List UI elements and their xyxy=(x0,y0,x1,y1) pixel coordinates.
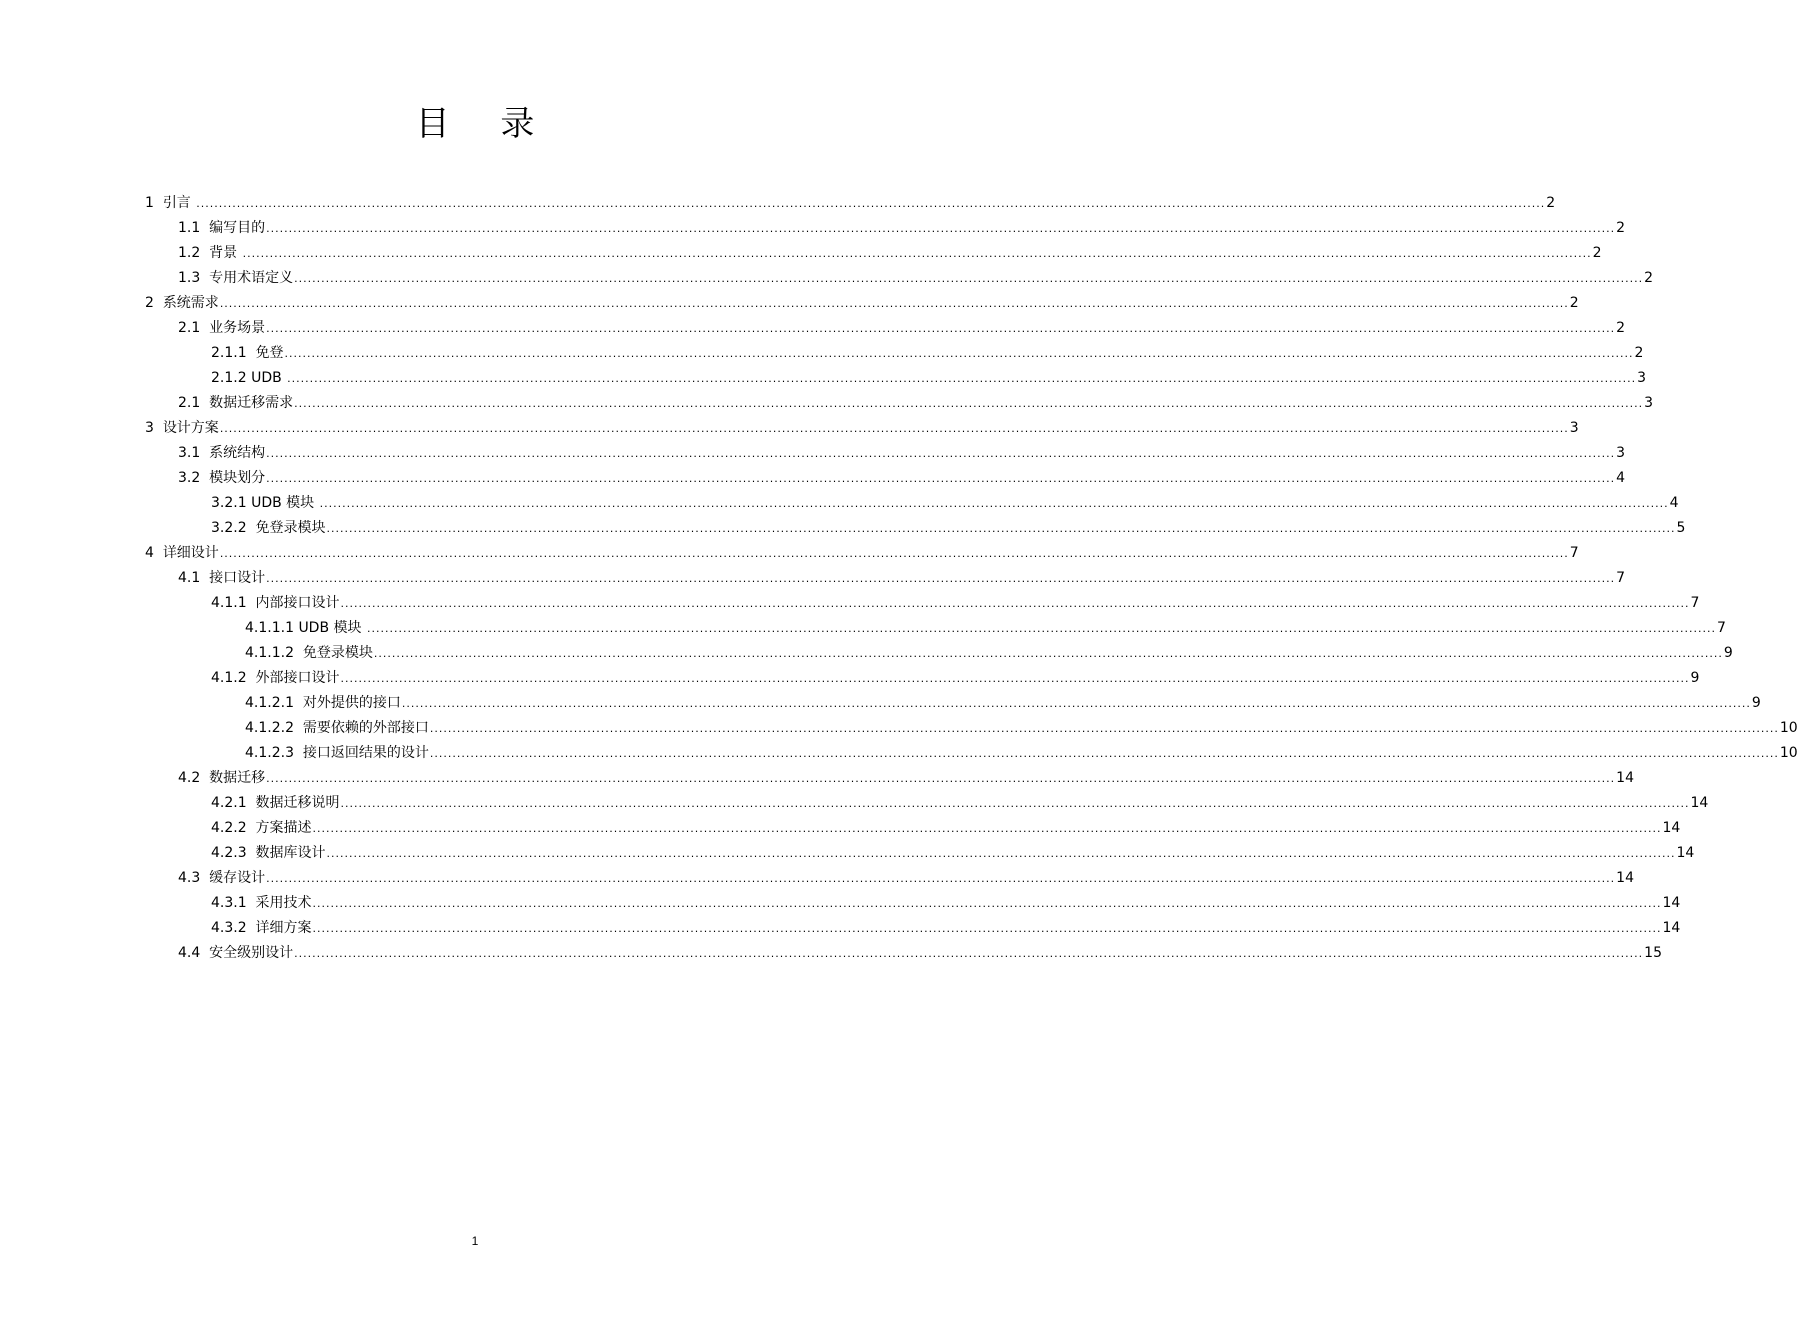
toc-entry-page: 14 xyxy=(1662,895,1681,911)
toc-entry-page: 15 xyxy=(1644,945,1662,961)
toc-entry-number: 4.1.1.1 xyxy=(245,620,299,636)
toc-entry-title: 系统结构 xyxy=(209,445,266,461)
toc-entry-title: 免登录模块 xyxy=(255,520,326,536)
toc-entry-number: 4.3.2 xyxy=(211,920,256,936)
toc-dot-leader: ............................................................................................................................................................................................................................................................................................................ xyxy=(266,472,1616,485)
toc-entry[interactable] xyxy=(0,792,1709,817)
toc-entry-title: 免登录模块 xyxy=(302,645,373,661)
toc-entry[interactable] xyxy=(0,517,1686,542)
toc-entry-page: 9 xyxy=(1751,695,1761,711)
toc-entry-title: 需要依赖的外部接口 xyxy=(302,720,429,736)
toc-entry-title: UDB 模块 xyxy=(251,495,319,511)
toc-entry-page: 10 xyxy=(1779,720,1798,736)
toc-entry[interactable] xyxy=(0,492,1679,517)
toc-entry-title: 系统需求 xyxy=(162,295,219,311)
toc-entry[interactable] xyxy=(0,742,1798,767)
toc-entry[interactable] xyxy=(0,442,1626,467)
toc-entry[interactable] xyxy=(0,767,1634,792)
toc-entry[interactable] xyxy=(0,192,1556,217)
toc-entry-title: 专用术语定义 xyxy=(209,270,294,286)
toc-entry-title: 业务场景 xyxy=(209,320,266,336)
toc-entry-number: 4.3 xyxy=(178,870,210,886)
toc-entry-page: 10 xyxy=(1779,745,1798,761)
toc-entry[interactable] xyxy=(0,317,1626,342)
toc-entry-page: 5 xyxy=(1676,520,1686,536)
toc-entry-number: 3 xyxy=(145,420,163,436)
toc-entry-title: 编写目的 xyxy=(209,220,266,236)
toc-entry[interactable] xyxy=(0,717,1798,742)
toc-entry[interactable] xyxy=(0,592,1700,617)
toc-entry[interactable] xyxy=(0,642,1733,667)
toc-entry-page: 2 xyxy=(1592,245,1602,261)
toc-entry-title: 数据迁移 xyxy=(209,770,266,786)
toc-dot-leader: ............................................................................................................................................................................................................................................................................................................ xyxy=(366,622,1716,635)
toc-dot-leader: ............................................................................................................................................................................................................................................................................................................ xyxy=(326,522,1676,535)
toc-entry[interactable] xyxy=(0,942,1662,967)
toc-entry-title: 方案描述 xyxy=(255,820,312,836)
toc-entry-number: 4.1 xyxy=(178,570,210,586)
toc-entry[interactable] xyxy=(0,842,1695,867)
toc-entry[interactable] xyxy=(0,867,1634,892)
toc-dot-leader: ............................................................................................................................................................................................................................................................................................................ xyxy=(284,347,1634,360)
toc-entry-number: 1 xyxy=(145,195,163,211)
toc-entry-page: 14 xyxy=(1616,870,1634,886)
toc-entry-number: 4.4 xyxy=(178,945,210,961)
toc-entry-title: 模块划分 xyxy=(209,470,266,486)
toc-entry-number: 2.1.1 xyxy=(211,345,256,361)
toc-entry-title: 数据库设计 xyxy=(255,845,326,861)
toc-entry-title: 设计方案 xyxy=(162,420,219,436)
toc-entry[interactable] xyxy=(0,917,1681,942)
toc-entry-title: 背景 xyxy=(209,245,242,261)
toc-entry-page: 9 xyxy=(1723,645,1733,661)
toc-entry[interactable] xyxy=(0,292,1579,317)
toc-entry-title: 内部接口设计 xyxy=(255,595,340,611)
table-of-contents xyxy=(0,192,1798,967)
toc-entry-page: 14 xyxy=(1690,795,1709,811)
toc-dot-leader: ............................................................................................................................................................................................................................................................................................................ xyxy=(340,597,1690,610)
toc-entry-number: 4.1.2.2 xyxy=(245,720,303,736)
toc-entry-number: 4.1.1.2 xyxy=(245,645,303,661)
toc-dot-leader: ............................................................................................................................................................................................................................................................................................................ xyxy=(312,922,1662,935)
toc-dot-leader: ............................................................................................................................................................................................................................................................................................................ xyxy=(196,197,1546,210)
toc-entry[interactable] xyxy=(0,817,1681,842)
toc-entry-page: 9 xyxy=(1690,670,1700,686)
toc-entry-number: 2 xyxy=(145,295,163,311)
toc-entry[interactable] xyxy=(0,467,1626,492)
toc-entry-title: UDB 模块 xyxy=(298,620,366,636)
toc-entry[interactable] xyxy=(0,217,1626,242)
toc-entry-title: 数据迁移说明 xyxy=(255,795,340,811)
toc-dot-leader: ............................................................................................................................................................................................................................................................................................................ xyxy=(266,772,1616,785)
toc-dot-leader: ............................................................................................................................................................................................................................................................................................................ xyxy=(326,847,1676,860)
toc-dot-leader: ............................................................................................................................................................................................................................................................................................................ xyxy=(312,822,1662,835)
toc-entry-title: 接口设计 xyxy=(209,570,266,586)
toc-dot-leader: ............................................................................................................................................................................................................................................................................................................ xyxy=(429,722,1779,735)
toc-dot-leader: ............................................................................................................................................................................................................................................................................................................ xyxy=(266,872,1616,885)
toc-entry[interactable] xyxy=(0,542,1579,567)
toc-entry-page: 2 xyxy=(1644,270,1654,286)
toc-entry-number: 4.1.2.3 xyxy=(245,745,303,761)
toc-entry-page: 14 xyxy=(1676,845,1695,861)
toc-entry[interactable] xyxy=(0,417,1579,442)
toc-entry-number: 3.2 xyxy=(178,470,210,486)
toc-entry-title: 外部接口设计 xyxy=(255,670,340,686)
toc-dot-leader: ............................................................................................................................................................................................................................................................................................................ xyxy=(287,372,1637,385)
toc-entry-page: 3 xyxy=(1616,445,1626,461)
toc-entry-title: 对外提供的接口 xyxy=(302,695,401,711)
toc-entry-title: 引言 xyxy=(162,195,196,211)
toc-entry-title: 采用技术 xyxy=(255,895,312,911)
toc-entry-number: 2.1 xyxy=(178,320,210,336)
toc-entry-title: 免登 xyxy=(255,345,284,361)
toc-entry-title: 数据迁移需求 xyxy=(209,395,294,411)
toc-dot-leader: ............................................................................................................................................................................................................................................................................................................ xyxy=(294,947,1644,960)
toc-entry-page: 4 xyxy=(1616,470,1626,486)
toc-entry-number: 4.1.2.1 xyxy=(245,695,303,711)
toc-entry-title: 缓存设计 xyxy=(209,870,266,886)
toc-dot-leader: ............................................................................................................................................................................................................................................................................................................ xyxy=(319,497,1669,510)
toc-entry-number: 3.1 xyxy=(178,445,210,461)
toc-entry[interactable] xyxy=(0,242,1602,267)
toc-entry-page: 7 xyxy=(1716,620,1726,636)
toc-entry-page: 2 xyxy=(1634,345,1644,361)
toc-entry-page: 2 xyxy=(1546,195,1556,211)
toc-entry-page: 3 xyxy=(1644,395,1654,411)
toc-dot-leader: ............................................................................................................................................................................................................................................................................................................ xyxy=(242,247,1592,260)
toc-entry-title: 详细方案 xyxy=(255,920,312,936)
toc-entry-title: 接口返回结果的设计 xyxy=(302,745,429,761)
toc-entry[interactable] xyxy=(0,392,1654,417)
toc-entry-page: 3 xyxy=(1569,420,1579,436)
page-number: 1 xyxy=(471,1234,479,1248)
toc-entry-number: 1.3 xyxy=(178,270,210,286)
toc-entry-page: 3 xyxy=(1637,370,1647,386)
toc-dot-leader: ............................................................................................................................................................................................................................................................................................................ xyxy=(340,797,1690,810)
toc-dot-leader: ............................................................................................................................................................................................................................................................................................................ xyxy=(429,747,1779,760)
toc-dot-leader: ............................................................................................................................................................................................................................................................................................................ xyxy=(294,272,1644,285)
toc-entry-number: 4.2.1 xyxy=(211,795,256,811)
toc-dot-leader: ............................................................................................................................................................................................................................................................................................................ xyxy=(294,397,1644,410)
toc-dot-leader: ............................................................................................................................................................................................................................................................................................................ xyxy=(219,422,1569,435)
toc-entry-number: 4 xyxy=(145,545,163,561)
toc-entry[interactable] xyxy=(0,567,1626,592)
toc-entry-number: 4.2.2 xyxy=(211,820,256,836)
toc-entry[interactable] xyxy=(0,367,1647,392)
toc-dot-leader: ............................................................................................................................................................................................................................................................................................................ xyxy=(219,297,1569,310)
toc-dot-leader: ............................................................................................................................................................................................................................................................................................................ xyxy=(266,222,1616,235)
toc-entry-number: 4.2 xyxy=(178,770,210,786)
toc-entry[interactable] xyxy=(0,342,1644,367)
toc-entry-page: 2 xyxy=(1616,220,1626,236)
toc-entry-number: 4.1.2 xyxy=(211,670,256,686)
toc-entry-number: 4.1.1 xyxy=(211,595,256,611)
toc-entry-number: 2.1.2 xyxy=(211,370,252,386)
toc-dot-leader: ............................................................................................................................................................................................................................................................................................................ xyxy=(219,547,1569,560)
toc-entry-page: 4 xyxy=(1669,495,1679,511)
toc-dot-leader: ............................................................................................................................................................................................................................................................................................................ xyxy=(340,672,1690,685)
toc-entry-number: 4.3.1 xyxy=(211,895,256,911)
toc-entry-page: 14 xyxy=(1616,770,1634,786)
toc-dot-leader: ............................................................................................................................................................................................................................................................................................................ xyxy=(401,697,1751,710)
toc-entry-page: 7 xyxy=(1616,570,1626,586)
toc-entry-page: 14 xyxy=(1662,820,1681,836)
toc-entry-title: 安全级别设计 xyxy=(209,945,294,961)
toc-dot-leader: ............................................................................................................................................................................................................................................................................................................ xyxy=(266,322,1616,335)
toc-entry[interactable] xyxy=(0,267,1654,292)
toc-dot-leader: ............................................................................................................................................................................................................................................................................................................ xyxy=(266,572,1616,585)
toc-entry-number: 2.1 xyxy=(178,395,210,411)
toc-entry-page: 7 xyxy=(1569,545,1579,561)
toc-entry[interactable] xyxy=(0,617,1726,642)
toc-dot-leader: ............................................................................................................................................................................................................................................................................................................ xyxy=(266,447,1616,460)
toc-entry-page: 7 xyxy=(1690,595,1700,611)
toc-entry-number: 3.2.2 xyxy=(211,520,256,536)
toc-entry-page: 2 xyxy=(1616,320,1626,336)
toc-dot-leader: ............................................................................................................................................................................................................................................................................................................ xyxy=(312,897,1662,910)
toc-dot-leader: ............................................................................................................................................................................................................................................................................................................ xyxy=(373,647,1723,660)
toc-entry[interactable] xyxy=(0,892,1681,917)
page-title: 目 录 xyxy=(415,104,555,144)
toc-entry-number: 3.2.1 xyxy=(211,495,252,511)
toc-entry-page: 2 xyxy=(1569,295,1579,311)
toc-entry-title: UDB xyxy=(251,370,287,386)
toc-entry-number: 1.2 xyxy=(178,245,210,261)
toc-entry[interactable] xyxy=(0,667,1700,692)
toc-entry-number: 1.1 xyxy=(178,220,210,236)
toc-entry-title: 详细设计 xyxy=(162,545,219,561)
toc-entry-number: 4.2.3 xyxy=(211,845,256,861)
toc-entry[interactable] xyxy=(0,692,1761,717)
toc-entry-page: 14 xyxy=(1662,920,1681,936)
